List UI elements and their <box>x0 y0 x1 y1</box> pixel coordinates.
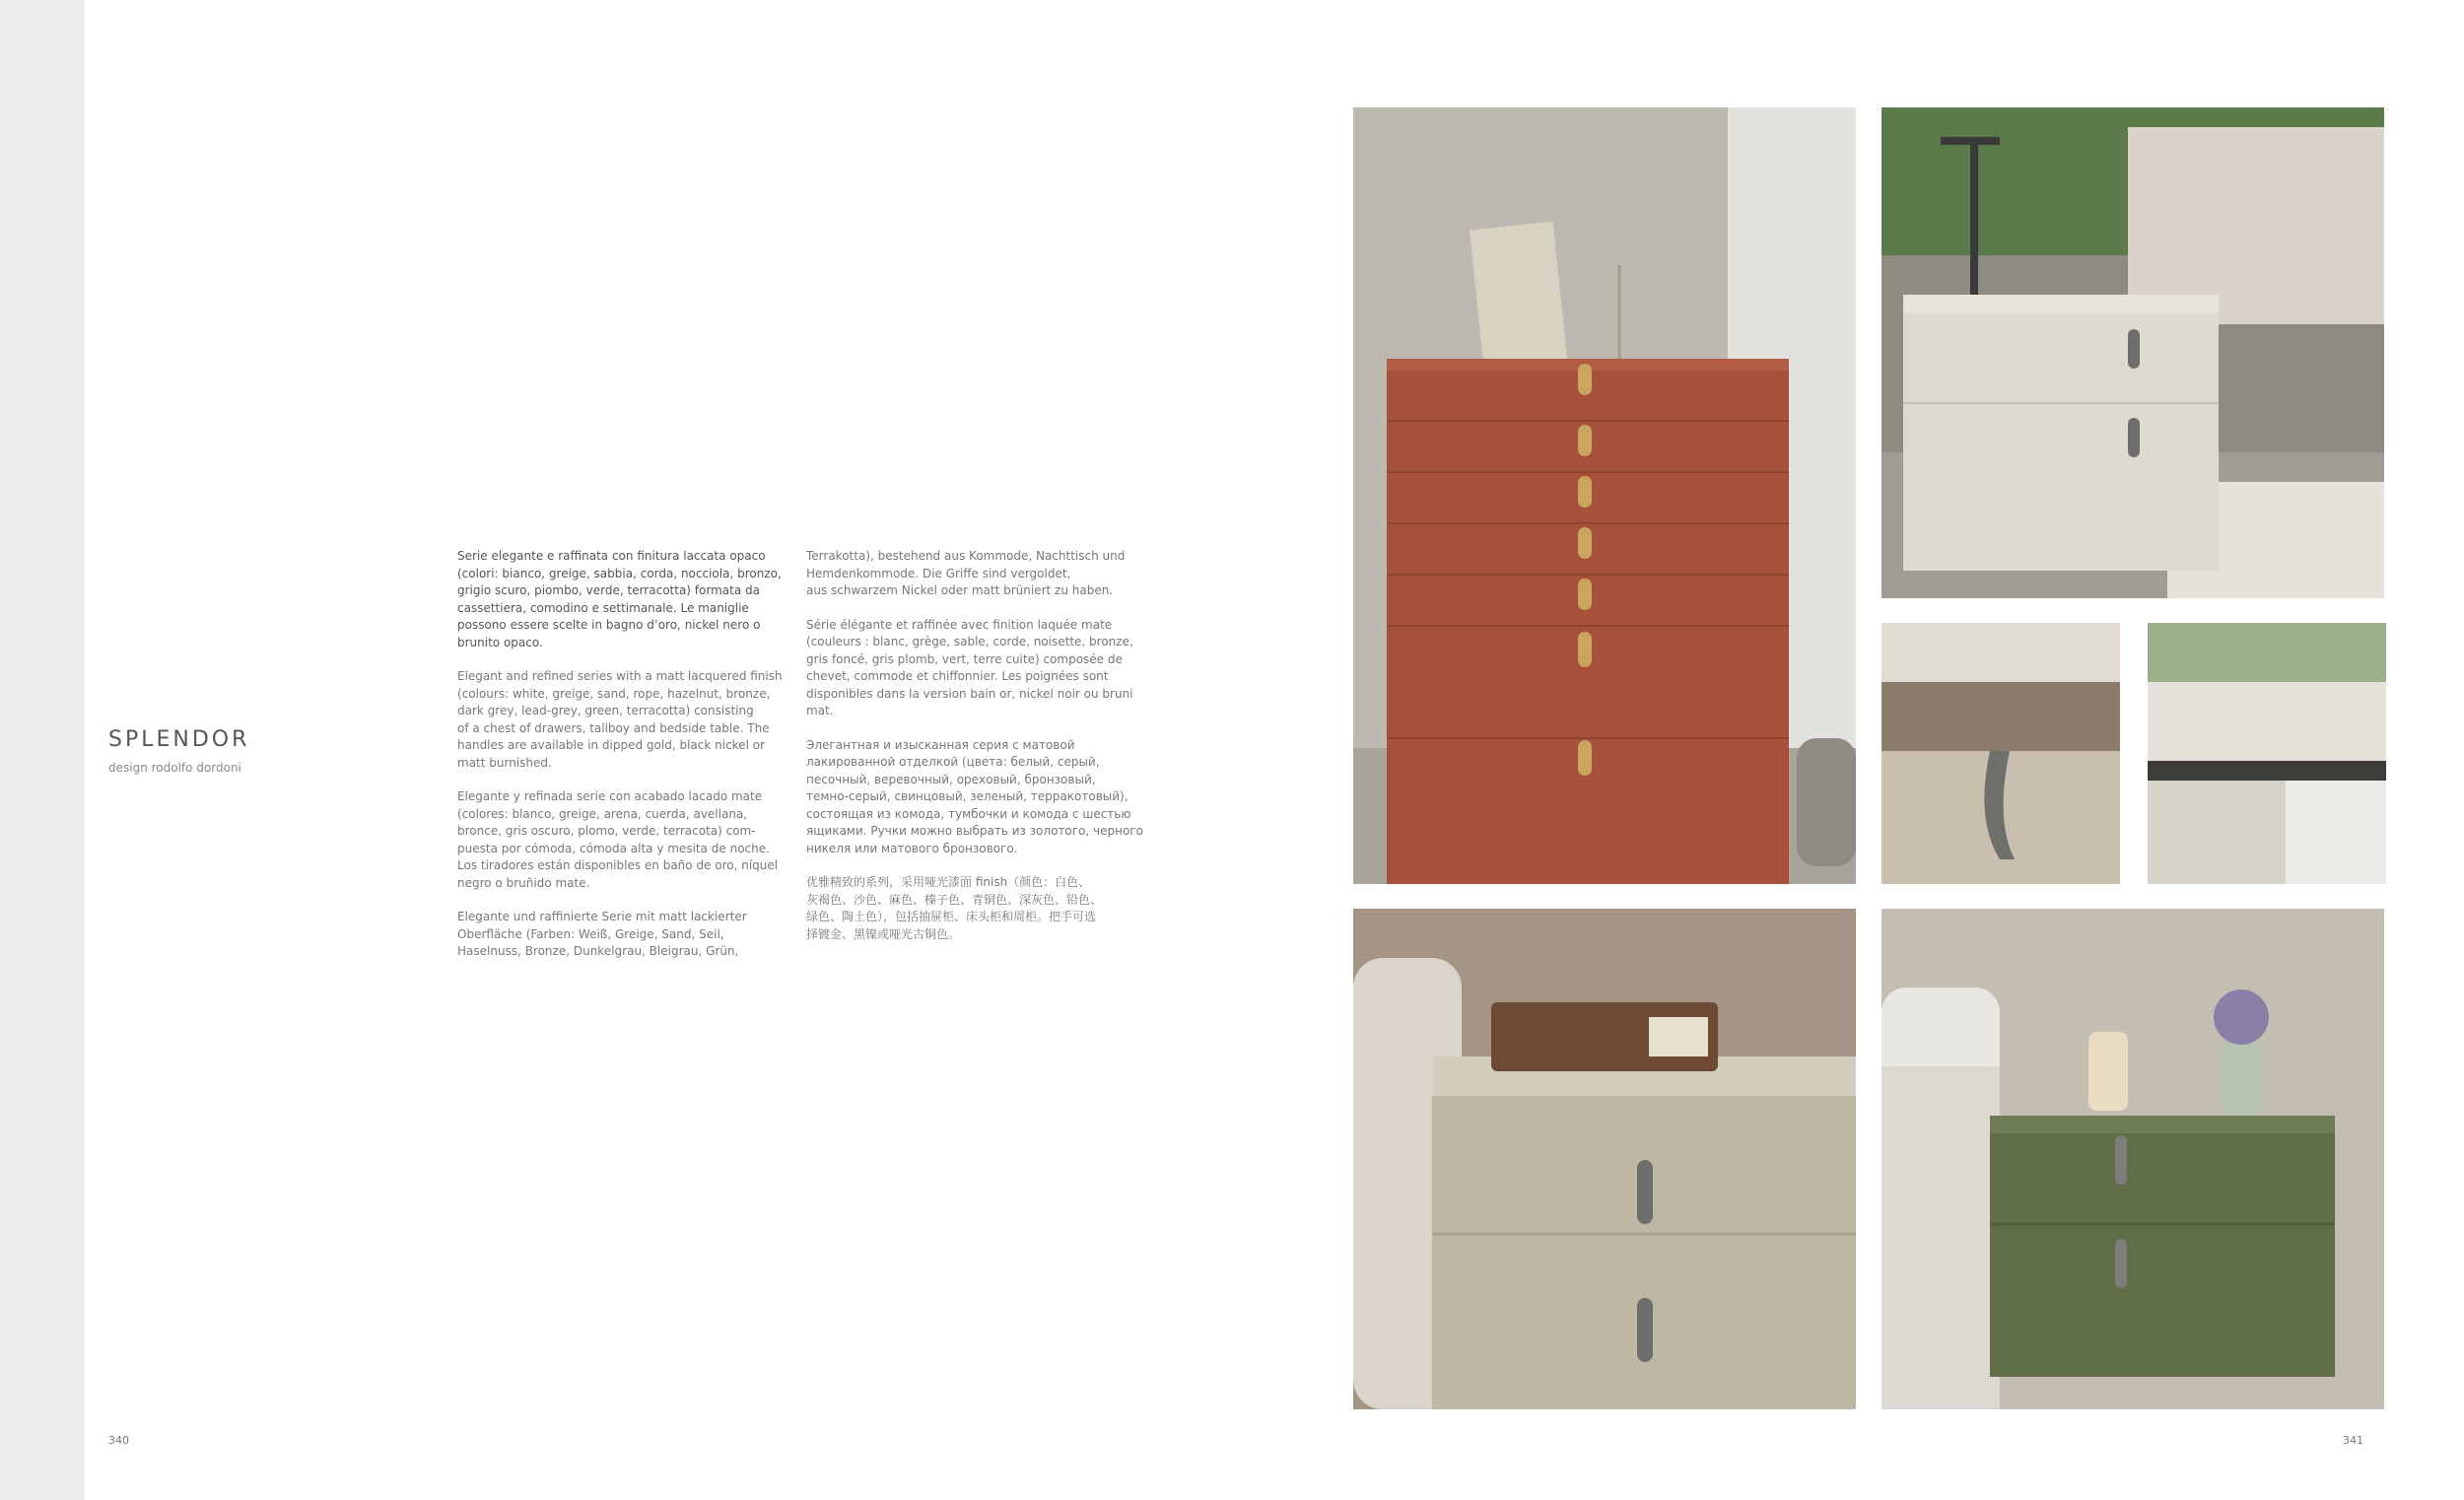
product-title: SPLENDOR <box>108 727 250 752</box>
page-number-right: 341 <box>2343 1434 2363 1447</box>
photo-green-bedside <box>1882 909 2384 1409</box>
paragraph-german-part2: Terrakotta), bestehend aus Kommode, Nachttisch und Hemdenkommode. Die Griffe sind vergoldet, aus schwarzem Nickel oder matt brüniert zu haben. <box>806 549 1126 597</box>
paragraph-italian: Serie elegante e raffinata con finitura laccata opaco (colori: bianco, greige, sabbia, corda, nocciola, bronzo, grigio scuro, piombo, verde, terracotta) formata da cassettiera, comodino e settimanale. Le maniglie possono essere scelte in bagno d’oro, nickel nero o brunito opaco. <box>457 549 782 649</box>
page-number-left: 340 <box>108 1434 129 1447</box>
photo-drawer-detail-handle <box>1882 623 2120 884</box>
text-column-2 <box>806 548 1151 960</box>
photo-terracotta-tallboy <box>1353 107 1856 884</box>
paragraph-russian: Элегантная и изысканная серия с матовой лакированной отделкой (цвета: белый, серый, песочный, веревочный, ореховый, бронзовый, темно-серый, свинцовый, зеленый, терракотовый), состоящая из комода, тумбочки и комода с шестью ящиками. Ручки можно выбрать из золотого, черного никеля или матового бронзового. <box>806 737 1143 855</box>
photo-drawer-detail-open <box>2148 623 2386 884</box>
paragraph-english: Elegant and refined series with a matt lacquered finish (colours: white, greige, sand, rope, hazelnut, bronze, dark grey, lead-grey, green, terracotta) consisting of a chest of drawers, tallboy and bedside table. The handles are available in dipped gold, black nickel or matt burnished. <box>457 669 783 770</box>
paragraph-german-part1: Elegante und raffinierte Serie mit matt lackierter Oberfläche (Farben: Weiß, Greige, Sand, Seil, Haselnuss, Bronze, Dunkelgrau, Bleigrau, Grün, <box>457 910 747 958</box>
paragraph-chinese: 优雅精致的系列，采用哑光漆面 finish（颜色：白色、 灰褐色、沙色、麻色、榛子色、青铜色、深灰色、铅色、 绿色、陶土色），包括抽屉柜、床头柜和周柜。把手可选 择镀金、黑镍或哑光古铜色。 <box>806 875 1103 941</box>
paragraph-french: Série élégante et raffinée avec finition laquée mate (couleurs : blanc, grège, sable, corde, noisette, bronze, gris foncé, gris plomb, vert, terre cuite) composée de chevet, commode et chiffonnier. Les poignées sont disponibles dans la version bain or, nickel noir ou bruni mat. <box>806 617 1133 717</box>
photo-sand-bedside-tray <box>1353 909 1856 1409</box>
photo-greige-bedside-window <box>1882 107 2384 598</box>
text-column-1 <box>457 548 802 978</box>
paragraph-spanish: Elegante y refinada serie con acabado lacado mate (colores: blanco, greige, arena, cuerda, avellana, bronce, gris oscuro, plomo, verde, terracota) com- puesta por cómoda, cómoda alta y mesita de noche. Los tiradores están disponibles en baño de oro, níquel negro o bruñido mate. <box>457 789 779 890</box>
binding-gutter <box>0 0 85 1500</box>
product-designer: design rodolfo dordoni <box>108 761 241 775</box>
